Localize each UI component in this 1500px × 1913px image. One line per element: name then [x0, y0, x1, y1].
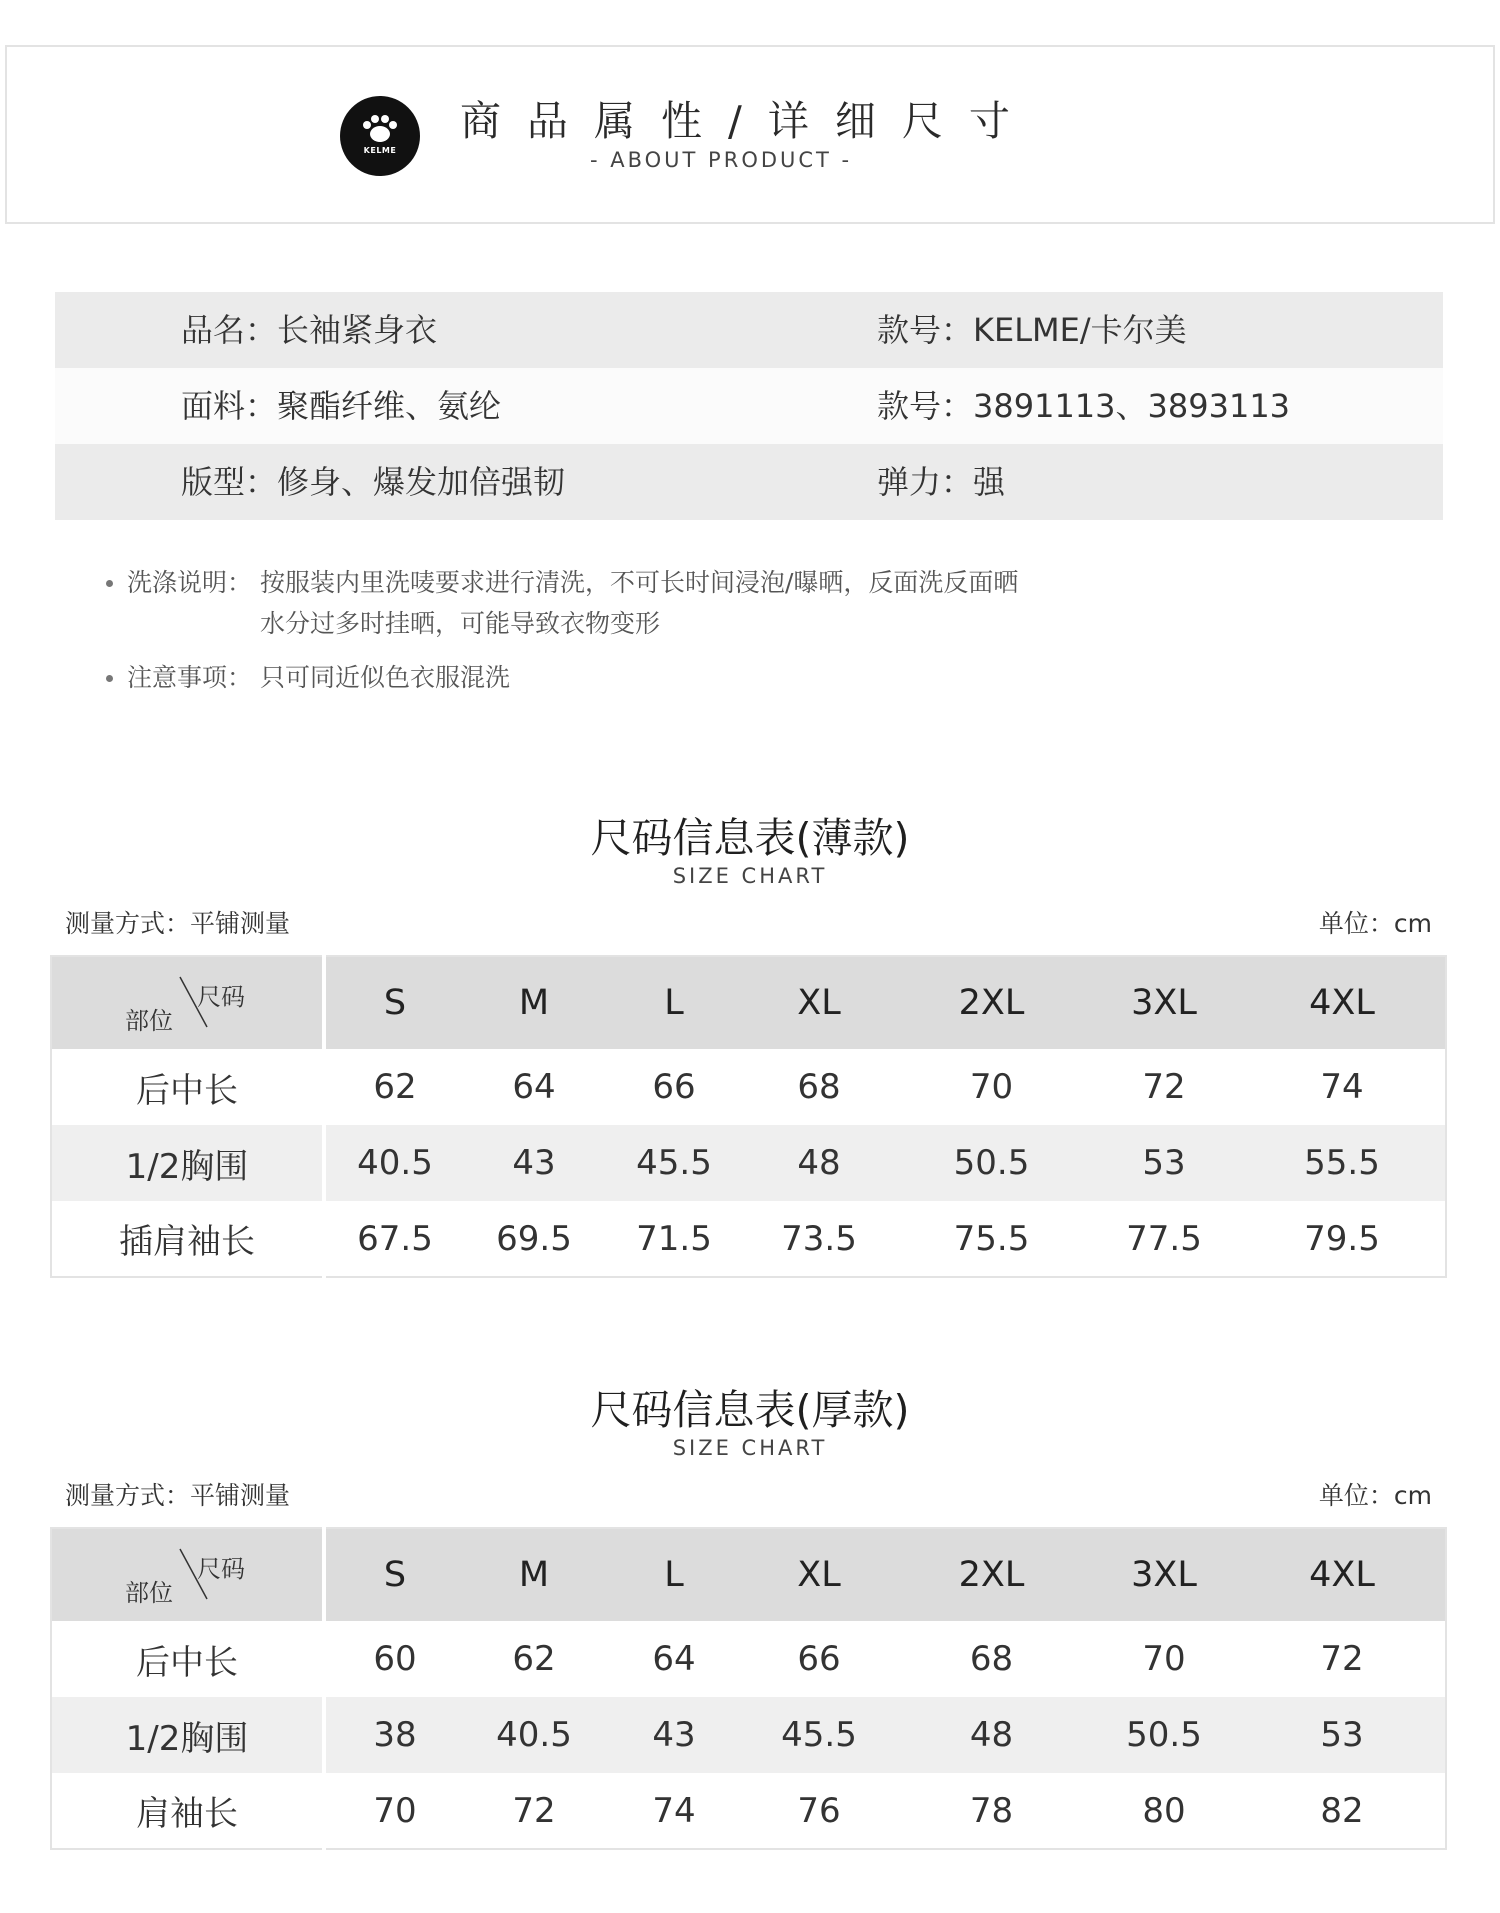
size-table-thick: [50, 1527, 1447, 1850]
unit-label: 单位：cm: [1318, 1481, 1432, 1510]
table-row: [51, 1773, 1446, 1849]
table-cell: 70: [1142, 1639, 1186, 1679]
table-cell: 45.5: [781, 1715, 857, 1755]
attribute-row: [55, 368, 1443, 444]
row-label: 后中长: [51, 1621, 324, 1697]
table-cell: 50.5: [953, 1143, 1030, 1183]
logo-brand-text: KELME: [363, 146, 397, 155]
table-cell: 68: [797, 1067, 841, 1107]
table-cell: 66: [797, 1639, 841, 1679]
size-chart-title-thin: 尺码信息表(薄款): [590, 814, 910, 862]
size-chart-subtitle: SIZE CHART: [672, 864, 828, 888]
table-cell: 50.5: [1126, 1715, 1202, 1755]
size-header: 3XL: [1131, 983, 1197, 1023]
size-header: 2XL: [958, 1555, 1025, 1595]
page-subtitle: - ABOUT PRODUCT -: [590, 148, 853, 172]
table-cell: 62: [373, 1067, 417, 1107]
size-header: 3XL: [1131, 1555, 1197, 1595]
table-cell: 72: [1142, 1067, 1186, 1107]
table-row: [51, 1049, 1446, 1125]
paw-icon: [340, 96, 420, 176]
table-cell: 71.5: [636, 1218, 712, 1259]
kelme-paw-logo: [340, 96, 420, 176]
table-cell: 64: [652, 1639, 696, 1679]
attribute-fit: 版型：修身、爆发加倍强韧: [181, 463, 566, 501]
table-cell: 70: [373, 1790, 417, 1831]
table-cell: 74: [1320, 1067, 1364, 1107]
table-cell: 70: [969, 1067, 1014, 1107]
table-cell: 79.5: [1304, 1218, 1380, 1259]
product-attributes: [55, 292, 1443, 520]
table-cell: 77.5: [1126, 1218, 1202, 1259]
row-label: 后中长: [51, 1049, 324, 1125]
table-cell: 48: [969, 1715, 1014, 1755]
table-cell: 53: [1142, 1143, 1186, 1183]
row-label: 插肩袖长: [51, 1201, 324, 1277]
table-row: [51, 1621, 1446, 1697]
table-cell: 73.5: [781, 1218, 857, 1259]
table-cell: 67.5: [357, 1218, 433, 1259]
table-cell: 40.5: [357, 1143, 433, 1183]
table-cell: 69.5: [496, 1218, 572, 1259]
size-chart-title-thick: 尺码信息表(厚款): [590, 1386, 910, 1434]
table-cell: 60: [373, 1639, 417, 1679]
corner-size-label: 尺码: [197, 1555, 245, 1583]
table-row: [51, 1201, 1446, 1277]
attribute-name: 品名：长袖紧身衣: [181, 311, 438, 349]
measure-method: 测量方式：平铺测量: [65, 1481, 291, 1510]
note-text: 只可同近似色衣服混洗: [260, 663, 511, 692]
corner-part-label: 部位: [125, 1007, 173, 1035]
table-cell: 75.5: [953, 1218, 1030, 1259]
table-cell: 43: [512, 1143, 556, 1183]
size-header: XL: [797, 1555, 841, 1595]
bullet-icon: [106, 580, 113, 587]
corner-part-label: 部位: [125, 1579, 173, 1607]
diagonal-divider-icon: [52, 1529, 325, 1622]
table-cell: 55.5: [1304, 1143, 1380, 1183]
table-row: [51, 1125, 1446, 1201]
table-cell: 53: [1320, 1715, 1364, 1755]
size-header: XL: [797, 983, 841, 1023]
measure-method: 测量方式：平铺测量: [65, 909, 291, 938]
table-cell: 64: [512, 1067, 556, 1107]
attribute-elasticity: 弹力：强: [877, 463, 1006, 501]
table-cell: 82: [1320, 1790, 1364, 1831]
unit-label: 单位：cm: [1318, 909, 1432, 938]
row-label: 1/2胸围: [51, 1697, 324, 1773]
table-cell: 48: [797, 1143, 841, 1183]
attribute-row: [55, 292, 1443, 368]
table-cell: 38: [373, 1715, 417, 1755]
corner-cell: [51, 956, 324, 1049]
table-cell: 45.5: [636, 1143, 712, 1183]
attribute-model: 款号：KELME/卡尔美: [877, 311, 1187, 349]
size-header: L: [664, 1555, 684, 1595]
size-header: L: [664, 983, 684, 1023]
size-chart-subtitle: SIZE CHART: [672, 1436, 828, 1460]
size-header: 2XL: [958, 983, 1025, 1023]
size-header: 4XL: [1309, 983, 1375, 1023]
table-cell: 62: [512, 1639, 556, 1679]
table-cell: 78: [969, 1790, 1014, 1831]
row-label: 肩袖长: [51, 1773, 324, 1849]
page-title: 商品属性/详细尺寸: [460, 97, 1036, 145]
table-cell: 43: [652, 1715, 696, 1755]
size-header: M: [518, 983, 550, 1023]
table-cell: 76: [797, 1790, 841, 1831]
table-cell: 72: [512, 1790, 556, 1831]
row-label: 1/2胸围: [51, 1125, 324, 1201]
table-cell: 40.5: [496, 1715, 572, 1755]
size-header: 4XL: [1309, 1555, 1375, 1595]
table-cell: 74: [652, 1790, 696, 1831]
note-label: 洗涤说明：: [127, 568, 253, 597]
size-header: M: [518, 1555, 550, 1595]
attribute-model-number: 款号：3891113、3893113: [877, 387, 1291, 425]
attribute-fabric: 面料：聚酯纤维、氨纶: [181, 387, 502, 425]
table-row: [51, 1697, 1446, 1773]
corner-size-label: 尺码: [197, 983, 245, 1011]
size-table-thin: [50, 955, 1447, 1278]
diagonal-divider-icon: [52, 957, 325, 1050]
table-cell: 68: [969, 1639, 1014, 1679]
bullet-icon: [106, 675, 113, 682]
attribute-row: [55, 444, 1443, 520]
table-cell: 80: [1142, 1790, 1186, 1831]
table-cell: 66: [652, 1067, 696, 1107]
table-cell: 72: [1320, 1639, 1364, 1679]
table-header-row: [51, 1528, 1446, 1621]
table-header-row: [51, 956, 1446, 1049]
note-text: 水分过多时挂晒，可能导致衣物变形: [260, 609, 661, 638]
size-header: S: [383, 983, 407, 1023]
corner-cell: [51, 1528, 324, 1621]
size-header: S: [383, 1555, 407, 1595]
note-text: 按服装内里洗唛要求进行清洗，不可长时间浸泡/曝晒，反面洗反面晒: [260, 568, 1019, 597]
note-label: 注意事项：: [127, 663, 253, 692]
